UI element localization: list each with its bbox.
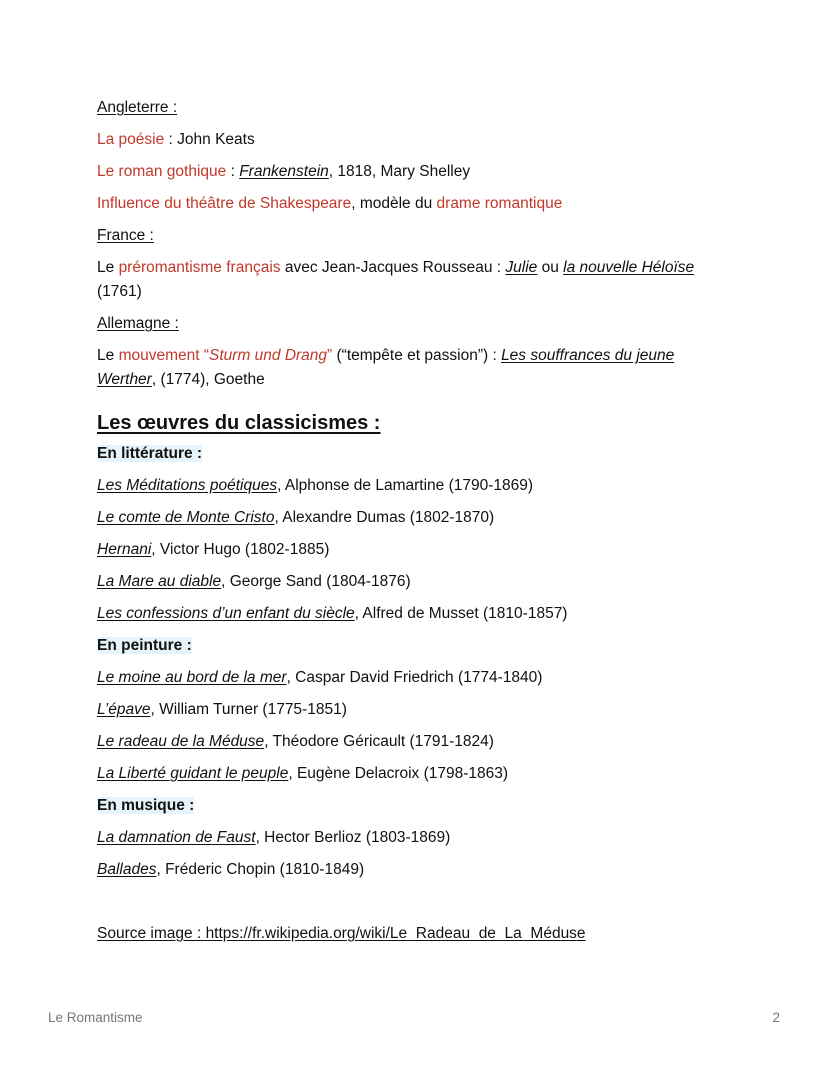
france-year: (1761) — [97, 283, 142, 300]
france-pre: Le — [97, 259, 119, 276]
separator: : — [164, 131, 178, 148]
gothique-line — [97, 160, 737, 184]
list-item — [97, 698, 737, 722]
oeuvres-heading: Les œuvres du classicismes : — [97, 412, 381, 434]
musique-label: En musique : — [97, 797, 195, 814]
work-author: , Alfred de Musset (1810-1857) — [354, 605, 568, 622]
allemagne-pre: Le — [97, 347, 119, 364]
work-author: , Alexandre Dumas (1802-1870) — [274, 509, 495, 526]
litterature-list — [97, 474, 737, 626]
source-link[interactable]: https://fr.wikipedia.org/wiki/Le_Radeau_de_La_Méduse — [205, 925, 586, 942]
work-title: Le moine au bord de la mer — [97, 669, 287, 686]
frankenstein-title: Frankenstein — [239, 163, 329, 180]
shakespeare-mid: , modèle du — [351, 195, 437, 212]
list-item — [97, 570, 737, 594]
source-label: Source image : — [97, 925, 206, 942]
work-author: , Caspar David Friedrich (1774-1840) — [286, 669, 543, 686]
work-author: , Eugène Delacroix (1798-1863) — [288, 765, 509, 782]
musique-heading — [97, 794, 737, 818]
work-title: La damnation de Faust — [97, 829, 256, 846]
source-line — [97, 922, 737, 946]
allemagne-mid: (“tempête et passion”) : — [332, 347, 502, 364]
mouvement-label: mouvement “ — [118, 347, 210, 364]
work-title: La Liberté guidant le peuple — [97, 765, 289, 782]
work-author: , George Sand (1804-1876) — [221, 573, 411, 590]
work-author: , Victor Hugo (1802-1885) — [151, 541, 330, 558]
list-item — [97, 474, 737, 498]
document-body — [97, 96, 737, 946]
drame-label: drame romantique — [436, 195, 563, 212]
france-mid: avec Jean-Jacques Rousseau : — [280, 259, 506, 276]
peinture-heading — [97, 634, 737, 658]
list-item — [97, 506, 737, 530]
peinture-list — [97, 666, 737, 786]
poesie-text: John Keats — [177, 131, 255, 148]
work-author: , Théodore Géricault (1791-1824) — [264, 733, 494, 750]
footer-title: Le Romantisme — [48, 1010, 143, 1025]
work-title: Les confessions d’un enfant du siècle — [97, 605, 355, 622]
list-item — [97, 730, 737, 754]
france-line — [97, 256, 737, 304]
work-title: Hernani — [97, 541, 152, 558]
mouvement-end: ” — [327, 347, 333, 364]
france-heading: France : — [97, 227, 154, 244]
peinture-label: En peinture : — [97, 637, 192, 654]
musique-list — [97, 826, 737, 882]
litterature-label: En littérature : — [97, 445, 203, 462]
work-author: , William Turner (1775-1851) — [150, 701, 347, 718]
work-author: , Fréderic Chopin (1810-1849) — [156, 861, 365, 878]
werther-title-part1: Les souffrances du jeune — [501, 347, 675, 364]
list-item — [97, 762, 737, 786]
work-title: Les Méditations poétiques — [97, 477, 278, 494]
work-title: Ballades — [97, 861, 157, 878]
work-author: , Hector Berlioz (1803-1869) — [255, 829, 451, 846]
shakespeare-line — [97, 192, 737, 216]
allemagne-rest: , (1774), Goethe — [151, 371, 265, 388]
werther-title-part2: Werther — [97, 371, 152, 388]
gothique-label: Le roman gothique — [97, 163, 227, 180]
gothique-rest: , 1818, Mary Shelley — [328, 163, 471, 180]
france-or: ou — [537, 259, 564, 276]
angleterre-heading: Angleterre : — [97, 99, 178, 116]
work-title: La Mare au diable — [97, 573, 222, 590]
list-item — [97, 602, 737, 626]
list-item — [97, 538, 737, 562]
list-item — [97, 666, 737, 690]
work-title: Le comte de Monte Cristo — [97, 509, 275, 526]
sturm-label: Sturm und Drang — [209, 347, 328, 364]
litterature-heading — [97, 442, 737, 466]
poesie-label: La poésie — [97, 131, 165, 148]
list-item — [97, 826, 737, 850]
allemagne-heading: Allemagne : — [97, 315, 179, 332]
preromantisme-label: préromantisme français — [118, 259, 281, 276]
allemagne-line — [97, 344, 737, 392]
work-author: , Alphonse de Lamartine (1790-1869) — [277, 477, 534, 494]
separator: : — [226, 163, 240, 180]
work-title: L’épave — [97, 701, 151, 718]
julie-title: Julie — [505, 259, 538, 276]
list-item — [97, 858, 737, 882]
heloise-title: la nouvelle Héloïse — [563, 259, 695, 276]
page-number: 2 — [772, 1010, 780, 1025]
work-title: Le radeau de la Méduse — [97, 733, 265, 750]
poesie-line — [97, 128, 737, 152]
shakespeare-label: Influence du théâtre de Shakespeare — [97, 195, 352, 212]
